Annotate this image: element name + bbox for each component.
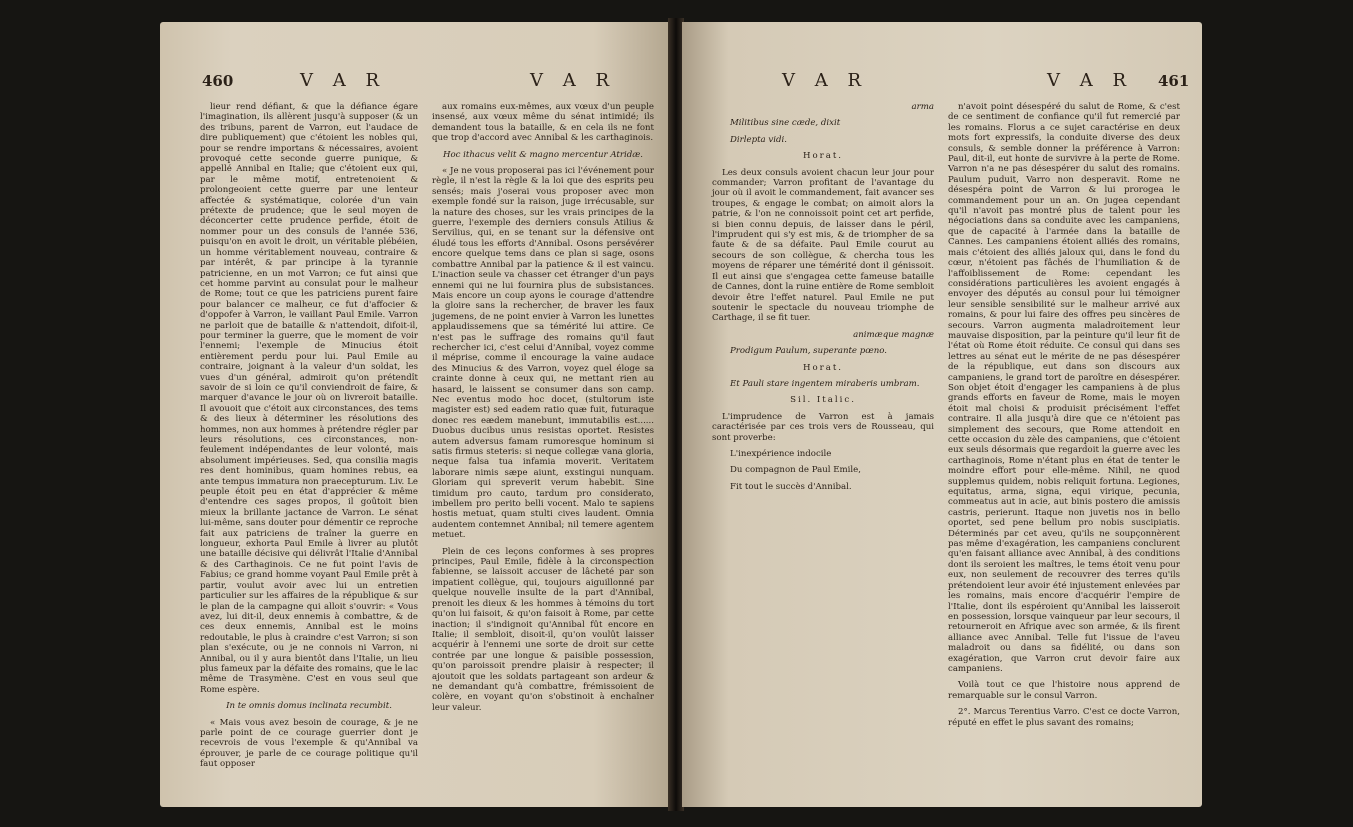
running-header: V A R [1047, 70, 1133, 91]
text-column [712, 102, 934, 498]
page-number: 460 [202, 72, 234, 90]
latin-quote: Prodigum Paulum, superante pœno. [730, 346, 888, 357]
running-header: V A R [300, 70, 386, 91]
paragraph: 2°. Marcus Terentius Varro. C'est ce docte Varron, réputé en effet le plus savant des romains; [948, 707, 1180, 728]
page-number: 461 [1158, 72, 1190, 90]
latin-quote: Dirlepta vidi. [730, 134, 787, 145]
latin-quote: Militibus sine cæde, dixit [730, 118, 841, 129]
latin-quote: Et Pauli stare ingentem miraberis umbram. [730, 378, 920, 389]
paragraph: Les deux consuls avoient chacun leur jour pour commander; Varron profitant de l'avantage du jour où il avoit le commandement, fait avancer ses troupes, & engage le combat; on aimoit alors la patrie, & l'on ne connoissoit point cet art perfide, si bien connu depuis, de laisser dans le péril, l'imprudent qui s'y est mis, & de triompher de sa faute & de sa défaite. Paul Emile courut au secours de son collègue, & chercha tous les moyens de réparer une témérité dont il génissoit. Il eut ainsi que s'engagea cette fameuse bataille de Cannes, dont la ruine entière de Rome sembloit devoir être l'effet naturel. Paul Emile ne put soutenir le spectacle du nouveau triomphe de Carthage, il se fit tuer. [712, 167, 934, 324]
latin-quote: Hoc ithacus velit & magno mercentur Atridæ. [442, 149, 644, 160]
latin-quote: animæque magnæ [853, 329, 934, 340]
left-page [160, 22, 670, 807]
paragraph: Plein de ces leçons conformes à ses propres principes, Paul Emile, fidèle à la circonspection fabienne, se laissoit accuser de lâcheté par son impatient collègue, qui, toujours aiguillonné par quelque nouvelle insulte de la part d'Annibal, prenoit les dieux & les hommes à témoins du tort qu'on lui faisoit, & qu'on faisoit à Rome, par cette inaction; il s'indignoit qu'Annibal fût encore en Italie; il sembloit, disoit-il, qu'on voulût laisser acquérir à l'ennemi une sorte de droit sur cette contrée par une longue & paisible possession, qu'on paroissoit prendre plaisir à respecter; il ajoutoit que les soldats partageant son ardeur & ne demandant qu'à combattre, frémissoient de colère, en voyant qu'on s'obstinoit à enchaîner leur valeur. [432, 546, 654, 713]
verse-line: L'inexpérience indocile [730, 448, 832, 459]
text-column [432, 102, 654, 719]
citation: Horat. [802, 151, 844, 162]
latin-quote: arma [911, 102, 934, 112]
verse-line: Fit tout le succès d'Annibal. [730, 481, 852, 492]
paragraph: L'imprudence de Varron est à jamais caractérisée par ces trois vers de Rousseau, qui sont proverbe: [712, 411, 934, 443]
paragraph: « Mais vous avez besoin de courage, & je ne parle point de ce courage guerrier dont je recevrois de vous l'exemple & qu'Annibal va éprouver, je parle de ce courage politique qu'il faut opposer [200, 717, 418, 770]
text-column [200, 102, 418, 776]
citation: Sil. Italic. [790, 395, 856, 406]
running-header: V A R [782, 70, 868, 91]
text-column [948, 102, 1180, 734]
paragraph: « Je ne vous proposerai pas ici l'événement pour règle, il n'est la règle & la loi que des esprits peu sensés; mais j'oserai vous proposer avec mon exemple fondé sur la raison, juge irrécusable, sur la nature des choses, sur les vrais principes de la guerre, l'exemple des derniers consuls Atilius & Servilius, qui, en se tenant sur la défensive ont éludé tous les efforts d'Annibal. Osons persévérer encore quelque tems dans ce plan si sage, osons combattre Annibal par la patience & il est vaincu. L'inaction seule va chasser cet étranger d'un pays ennemi qui ne lui fournira plus de subsistances. Mais encore un coup ayons le courage d'attendre la gloire sans la rechercher, de braver les faux jugemens, de ne point envier à Varron les lunettes applaudissemens que sa témérité lui attire. Ce n'est pas le suffrage des romains qu'il faut rechercher ici, c'est celui d'Annibal, voyez comme il méprise, comme il encourage la vaine audace des Minucius & des Varron, voyez quel éloge sa crainte donne à ceux qui, ne mettant rien au hasard, le laissent se consumer dans son camp. Nec eventus modo hoc docet, (stultorum iste magister est) sed eadem ratio quæ fuit, futuraque donec res eædem manebunt, immutabilis est...... Duobus ducibus unus resistas oportet. Resistes autem adversus famam rumoresque hominum si satis firmus steteris: si neque collegæ vana gloria, neque falsa tua infamia moverit. Veritatem laborare nimis sæpe aiunt, exstingui nunquam. Gloriam qui spreverit verum habebit. Sine timidum pro cauto, tardum pro considerato, imbellem pro perito belli vocent. Malo te sapiens hostis metuat, quam stulti cives laudent. Omnia audentem contemnet Annibal; nil temere agentem metuet. [432, 166, 654, 541]
citation: Horat. [802, 362, 844, 373]
verse-line: Du compagnon de Paul Emile, [730, 465, 861, 476]
right-page [682, 22, 1202, 807]
paragraph: aux romains eux-mêmes, aux vœux d'un peuple insensé, aux vœux même du sénat intimidé; ils demandent tous la bataille, & en cela ils ne font que trop d'accord avec Annibal & les carthaginois. [432, 102, 654, 144]
paragraph: Voilà tout ce que l'histoire nous apprend de remarquable sur le consul Varron. [948, 680, 1180, 701]
paragraph: lieur rend défiant, & que la défiance égare l'imagination, ils allèrent jusqu'à supposer (& un des tribuns, parent de Varron, eut l'audace de dire publiquement) que c'étoient les nobles qui, pour se rendre importans & nécessaires, avoient provoqué cette seconde guerre punique, & appellé Annibal en Italie; que c'étoient eux qui, par le même motif, entretenoient & prolongeoient cette guerre par une lenteur affectée & systématique, colorée d'un vain prétexte de prudence; que le seul moyen de déconcerter cette prudence perfide, étoit de nommer pour un des consuls de l'année 536, puisqu'on en avoit le droit, un véritable plébéien, un homme véritablement nouveau, contraire & par intérêt, & par principe à la tyrannie patricienne, en un mot Varron; ce fut ainsi que cet homme parvint au consulat pour le malheur de Rome; tout ce que les patriciens purent faire pour balancer ce malheur, ce fut d'affocier & d'oppofer à Varron, le vaillant Paul Emile. Varron ne parloit que de bataille & n'attendoit, difoit-il, pour terminer la guerre, que le moment de voir l'ennemi; l'exemple de Minucius étoit entièrement perdu pour lui. Paul Emile au contraire, joignant à la valeur d'un soldat, les vues d'un général, admiroit qu'on prétendît savoir de si loin ce qu'il conviendroit de faire, & marquer d'avance le jour où on livreroit bataille. Il avouoit que c'étoit aux circonstances, des tems & des lieux à déterminer les résolutions des hommes, non aux hommes à prétendre régler par leurs résolutions, ces circonstances, non-feulement indépendantes de leur volonté, mais absolument impérieuses. Sed, qua consilia magis res dent hominibus, quam homines rebus, ea ante tempus immatura non praecepturum. Liv. Le peuple étoit peu en état d'apprécier & même d'entendre ces sages propos, il goûtoit bien mieux la brillante jactance de Varron. Le sénat lui-même, sans douter pour démentir ce reproche fait aux patriciens de traîner la guerre en longueur, exhorta Paul Emile à livrer au plutôt une bataille décisive qui délivrât l'Italie d'Annibal & des Carthaginois. Ce ne fut point l'avis de Fabius; ce grand homme voyant Paul Emile prêt à partir, voulut avoir avec lui un entretien particulier sur les affaires de la république & sur le plan de la campagne qui alloit s'ouvrir: « Vous avez, lui dit-il, deux ennemis à combattre, & de ces deux ennemis, Annibal est le moins redoutable, le plus à craindre c'est Varron; si son plan s'exécute, ou je ne connois ni Varron, ni Annibal, ou il y aura bientôt dans l'Italie, un lieu plus fameux par la défaite des romains, que le lac même de Trasymène. C'est en vous seul que Rome espère. [200, 102, 418, 695]
latin-quote: In te omnis domus inclinata recumbit. [226, 701, 392, 712]
paragraph: n'avoit point désespéré du salut de Rome, & c'est de ce sentiment de confiance qu'il fut remercié par les romains. Florus a ce sujet caractérise en deux mots fort expressifs, la conduite diverse des deux consuls, & semble donner la préférence à Varron: Paul, dit-il, eut honte de survivre à la perte de Rome. Varron n'a ne pas désespérer du salut des romains. Paulum puduit, Varro non desperavit. Rome ne désespéra point de Varron & lui prorogea le commandement pour un an. On jugea cependant qu'il n'avoit pas montré plus de talent pour les négociations dans sa conduite avec les campaniens, que de capacité à l'armée dans la bataille de Cannes. Les campaniens étoient alliés des romains, mais c'étoient des alliés jaloux qui, dans le fond du cœur, n'étoient pas fâchés de l'humiliation & de l'affoiblissement de Rome: cependant les considérations particulières les avoient engagés à envoyer des députés au consul pour lui témoigner leur sensible sensibilité sur le malheur arrivé aux romains, & pour lui faire des offres peu sincères de secours. Varron augmenta maladroitement leur mauvaise disposition, par la peinture qu'il leur fit de l'état où Rome étoit réduite. Ce consul qui dans ses lettres au sénat eut le mérite de ne pas désespérer de la république, eut dans son discours aux campaniens, le grand tort de paroître en désespérer. Son objet étoit d'engager les campaniens à de plus grands efforts en faveur de Rome, mais le moyen étoit mal choisi & produisit précisément l'effet contraire. Il alla jusqu'à dire que ce n'étoient pas simplement des secours, que Rome attendoit en cette occasion du zèle des campaniens, que c'étoient eux seuls désormais que regardoit la guerre avec les carthaginois, Rome n'étant plus en état de tenter le moindre effort pour elle-même. Nihil, ne quod supplemus quidem, nobis reliquit fortuna. Legiones, equitatus, arma, signa, equi virique, pecunia, commeatus aut in acie, aut binis postero die amissis castris, perierunt. Itaque non juvetis nos in bello oportet, sed pene bellum pro nobis suscipiatis. Déterminés par cet aveu, qu'ils ne soupçonnèrent pas même d'exagération, les campaniens conclurent qu'en faisant alliance avec Annibal, à des conditions dont ils seroient les maîtres, le tems étoit venu pour eux, non seulement de recouvrer des terres qu'ils prétendoient leur avoir été injustement enlevées par les romains, mais encore d'acquérir l'empire de l'Italie, dont ils espéroient qu'Annibal les laisseroit en possession, lorsque vainqueur par leur secours, il retourneroit en Afrique avec son armée, & ils firent alliance avec Annibal. Telle fut l'issue de l'aveu maladroit ou dans sa fidélité, ou dans son exagération, que Varron crut devoir faire aux campaniens. [948, 102, 1180, 674]
running-header: V A R [530, 70, 616, 91]
